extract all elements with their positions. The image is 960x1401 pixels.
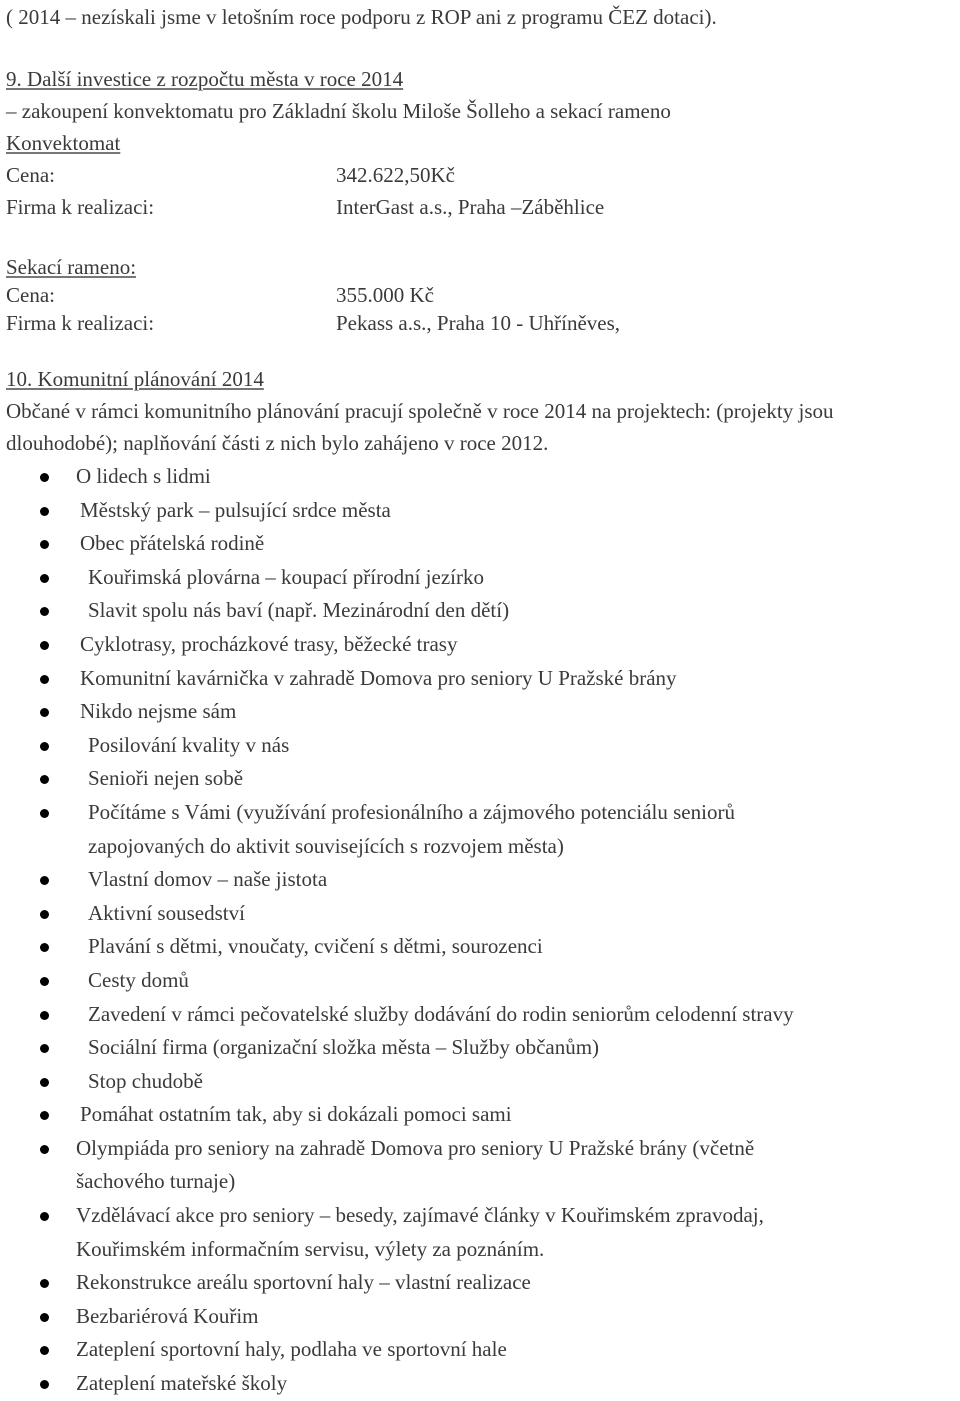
- bullet-icon: [40, 1111, 49, 1120]
- bullet-icon: [40, 977, 49, 986]
- rameno-price-label: Cena:: [6, 283, 55, 307]
- bullet-icon: [40, 1380, 49, 1389]
- bullet-icon: [40, 473, 49, 482]
- list-item: Zateplení sportovní haly, podlaha ve sportovní hale: [0, 1333, 960, 1367]
- bullet-icon: [40, 943, 49, 952]
- konvektomat-firm-value: InterGast a.s., Praha –Záběhlice: [336, 195, 605, 219]
- list-item: Zavedení v rámci pečovatelské služby dodávání do rodin seniorům celodenní stravy: [0, 998, 960, 1032]
- list-item: Bezbariérová Kouřim: [0, 1300, 960, 1334]
- rameno-title: Sekací rameno:: [6, 255, 137, 279]
- bullet-icon: [40, 1279, 49, 1288]
- bullet-icon: [40, 876, 49, 885]
- list-item: O lidech s lidmi: [0, 460, 960, 494]
- bullet-icon: [40, 1313, 49, 1322]
- bullet-icon: [40, 675, 49, 684]
- list-item: Počítáme s Vámi (využívání profesionálního a zájmového potenciálu seniorů zapojovaných do aktivit souvisejících s rozvojem města): [0, 796, 960, 863]
- list-item: Kouřimská plovárna – koupací přírodní jezírko: [0, 561, 960, 595]
- konvektomat-price-label: Cena:: [6, 163, 55, 187]
- list-item: Olympiáda pro seniory na zahradě Domova pro seniory U Pražské brány (včetně šachového turnaje): [0, 1132, 960, 1199]
- bullet-icon: [40, 540, 49, 549]
- list-item: Vlastní domov – naše jistota: [0, 863, 960, 897]
- bullet-icon: [40, 809, 49, 818]
- bullet-icon: [40, 507, 49, 516]
- list-item: Rekonstrukce areálu sportovní haly – vlastní realizace: [0, 1266, 960, 1300]
- bullet-icon: [40, 708, 49, 717]
- bullet-icon: [40, 910, 49, 919]
- konvektomat-price-value: 342.622,50Kč: [336, 163, 455, 187]
- bullet-icon: [40, 1011, 49, 1020]
- rameno-firm-value: Pekass a.s., Praha 10 - Uhříněves,: [336, 311, 621, 335]
- list-item: Nikdo nejsme sám: [0, 695, 960, 729]
- bullet-icon: [40, 641, 49, 650]
- bullet-icon: [40, 574, 49, 583]
- bullet-icon: [40, 1078, 49, 1087]
- section-10-paragraph-line-2: dlouhodobé); naplňování části z nich bylo zahájeno v roce 2012.: [6, 431, 549, 455]
- bullet-icon: [40, 1044, 49, 1053]
- list-item: Senioři nejen sobě: [0, 762, 960, 796]
- list-item: Vzdělávací akce pro seniory – besedy, zajímavé články v Kouřimském zpravodaj, Kouřimském informačním servisu, výlety za poznáním.: [0, 1199, 960, 1266]
- intro-line: ( 2014 – nezískali jsme v letošním roce podporu z ROP ani z programu ČEZ dotaci).: [6, 5, 717, 29]
- bullet-icon: [40, 742, 49, 751]
- projects-list: [0, 460, 960, 1401]
- list-item: Cesty domů: [0, 964, 960, 998]
- list-item: Obec přátelská rodině: [0, 527, 960, 561]
- konvektomat-title: Konvektomat: [6, 131, 121, 155]
- bullet-icon: [40, 1346, 49, 1355]
- bullet-icon: [40, 775, 49, 784]
- list-item: Sociální firma (organizační složka města – Služby občanům): [0, 1031, 960, 1065]
- list-item: Zateplení mateřské školy: [0, 1367, 960, 1401]
- list-item: Aktivní sousedství: [0, 897, 960, 931]
- list-item: Pomáhat ostatním tak, aby si dokázali pomoci sami: [0, 1098, 960, 1132]
- bullet-icon: [40, 607, 49, 616]
- list-item: Městský park – pulsující srdce města: [0, 494, 960, 528]
- section-9-heading: 9. Další investice z rozpočtu města v roce 2014: [6, 67, 404, 91]
- rameno-firm-label: Firma k realizaci:: [6, 311, 155, 335]
- bullet-icon: [40, 1212, 49, 1221]
- list-item: Cyklotrasy, procházkové trasy, běžecké trasy: [0, 628, 960, 662]
- section-9-subtitle: – zakoupení konvektomatu pro Základní školu Miloše Šolleho a sekací rameno: [6, 99, 671, 123]
- list-item: Plavání s dětmi, vnoučaty, cvičení s dětmi, sourozenci: [0, 930, 960, 964]
- section-10-paragraph-line-1: Občané v rámci komunitního plánování pracují společně v roce 2014 na projektech: (projekty jsou: [6, 399, 834, 423]
- konvektomat-firm-label: Firma k realizaci:: [6, 195, 155, 219]
- section-10-heading: 10. Komunitní plánování 2014: [6, 367, 264, 391]
- list-item: Stop chudobě: [0, 1065, 960, 1099]
- list-item: Posilování kvality v nás: [0, 729, 960, 763]
- list-item: Slavit spolu nás baví (např. Mezinárodní den dětí): [0, 594, 960, 628]
- list-item: Komunitní kavárnička v zahradě Domova pro seniory U Pražské brány: [0, 662, 960, 696]
- rameno-price-value: 355.000 Kč: [336, 283, 434, 307]
- bullet-icon: [40, 1145, 49, 1154]
